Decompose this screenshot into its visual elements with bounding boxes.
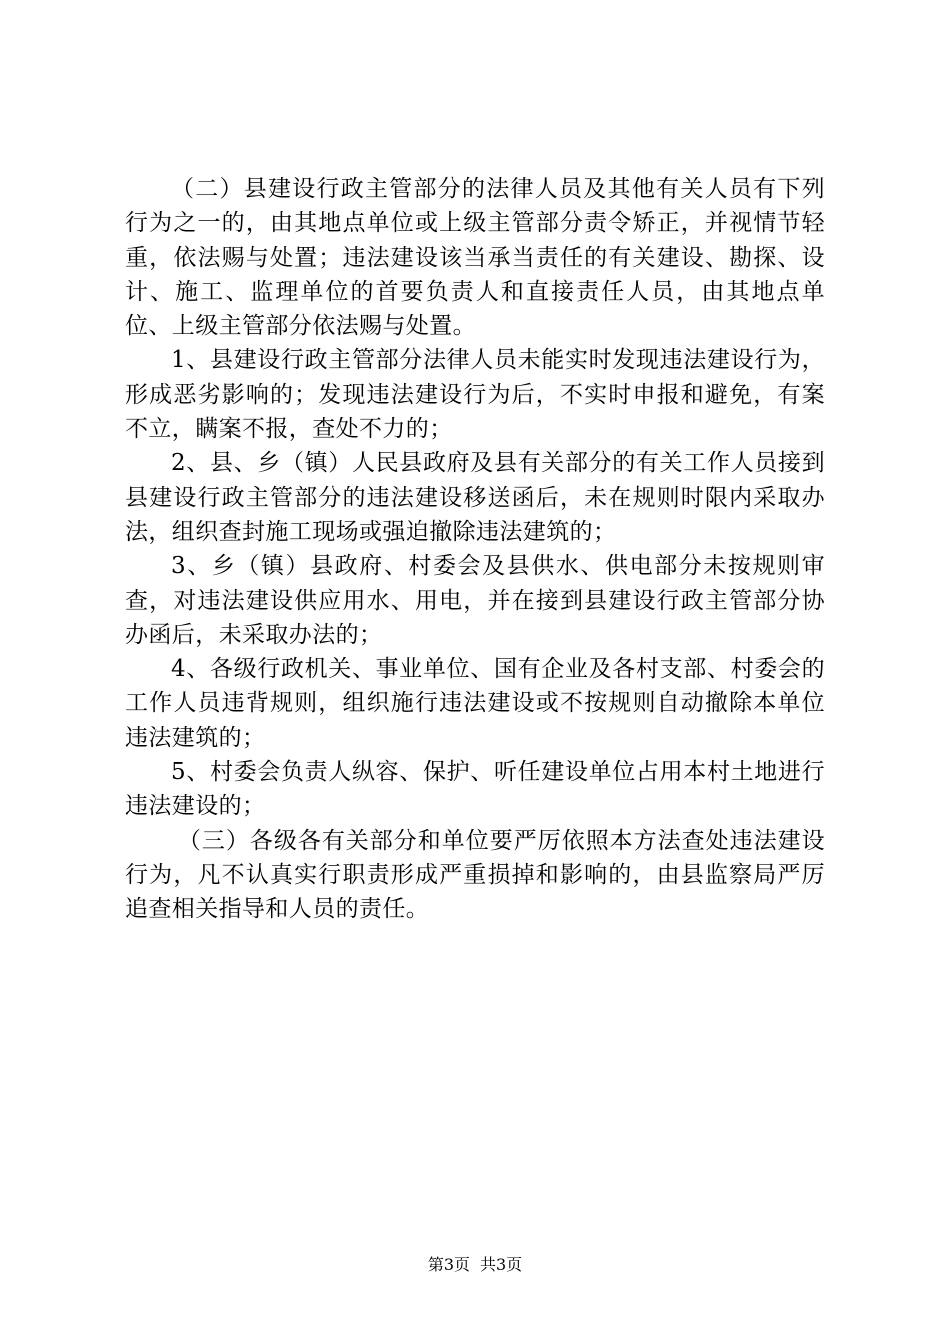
page-number: 第3页 [427,1255,470,1274]
paragraph-item-1: 1、县建设行政主管部分法律人员未能实时发现违法建设行为，形成恶劣影响的；发现违法建设行为后，不实时申报和避免，有案不立，瞒案不报，查处不力的； [125,347,825,443]
paragraph-section-2: （二）县建设行政主管部分的法律人员及其他有关人员有下列行为之一的，由其地点单位或上级主管部分责令矫正，并视情节轻重，依法赐与处置；违法建设该当承当责任的有关建设、勘探、设计、施工、监理单位的首要负责人和直接责任人员，由其地点单位、上级主管部分依法赐与处置。 [125,176,825,340]
paragraph-item-4: 4、各级行政机关、事业单位、国有企业及各村支部、村委会的工作人员违背规则，组织施行违法建设或不按规则自动撤除本单位违法建筑的； [125,656,825,751]
paragraph-item-2: 2、县、乡（镇）人民县政府及县有关部分的有关工作人员接到县建设行政主管部分的违法建设移送函后，未在规则时限内采取办法，组织查封施工现场或强迫撤除违法建筑的； [125,450,825,545]
page-footer [0,1255,950,1275]
document-body [125,172,825,927]
paragraph-item-5: 5、村委会负责人纵容、保护、听任建设单位占用本村土地进行违法建设的； [125,759,825,820]
paragraph-section-3: （三）各级各有关部分和单位要严厉依照本方法查处违法建设行为，凡不认真实行职责形成严重损掉和影响的，由县监察局严厉追查相关指导和人员的责任。 [125,827,825,923]
paragraph-item-3: 3、乡（镇）县政府、村委会及县供水、供电部分未按规则审查，对违法建设供应用水、用电，并在接到县建设行政主管部分协办函后，未采取办法的； [125,553,825,648]
page-total: 共3页 [480,1255,523,1274]
